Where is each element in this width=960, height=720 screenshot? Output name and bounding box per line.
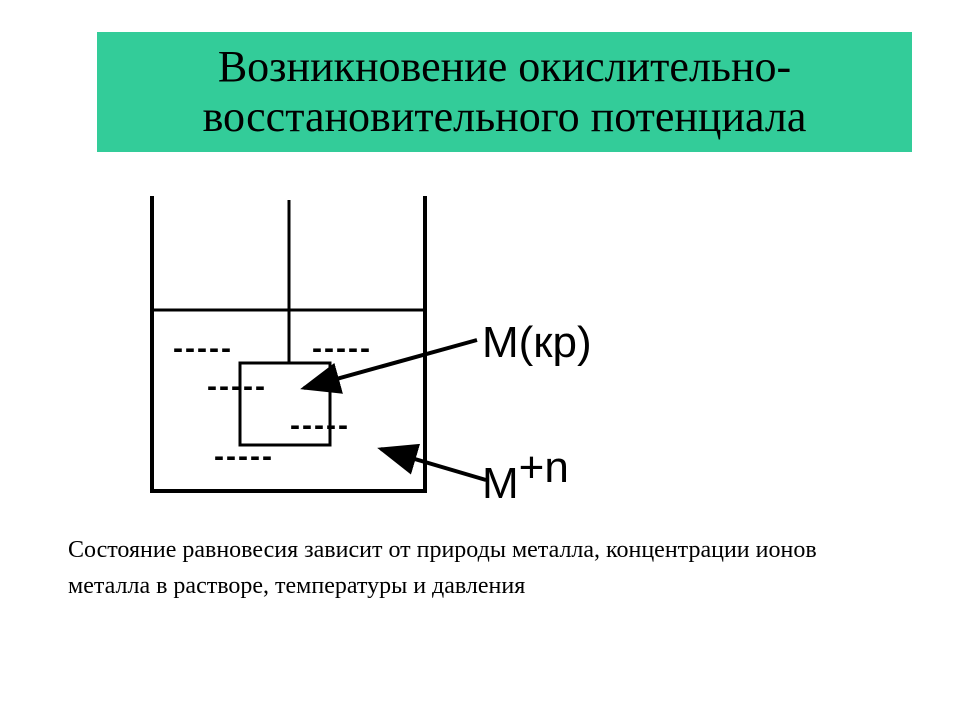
- charge-dashes: -----: [173, 332, 233, 365]
- caption-text: Состояние равновесия зависит от природы металла, концентрации ионов металла в растворе, температуры и давления: [68, 537, 817, 599]
- ion-label-charge: +n: [518, 443, 569, 492]
- charge-dashes: -----: [214, 440, 274, 473]
- ion-label-base: M: [482, 459, 519, 508]
- charge-dashes: -----: [312, 332, 372, 365]
- slide-title-line-1: Возникновение окислительно-: [217, 42, 792, 91]
- arrow-to-ions: [381, 449, 486, 480]
- metal-label: M(кр): [482, 318, 592, 367]
- slide-title-line-2: восстановительного потенциала: [202, 92, 807, 141]
- ion-label: [482, 443, 569, 508]
- charge-dashes: -----: [290, 409, 350, 442]
- charge-dashes: -----: [207, 370, 267, 403]
